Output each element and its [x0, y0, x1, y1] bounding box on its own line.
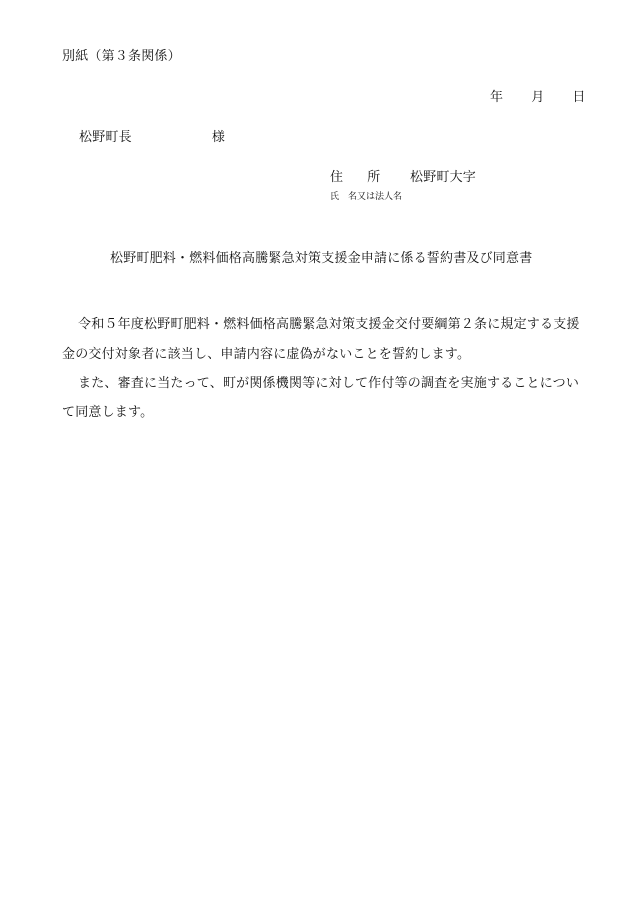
- paragraph2-line1: また、審査に当たって、町が関係機関等に対して作付等の調査を実施することについ: [78, 376, 580, 391]
- addressee-honorific: 様: [211, 130, 226, 145]
- paragraph1-line1: 令和５年度松野町肥料・燃料価格高騰緊急対策支援金交付要綱第２条に規定する支援: [78, 317, 580, 332]
- paragraph2-line2: て同意します。: [62, 405, 154, 420]
- date-month: 月: [531, 90, 545, 105]
- date-day: 日: [572, 90, 586, 105]
- address-label-1: 住: [330, 170, 344, 185]
- addressee-name: 松野町長: [79, 130, 132, 145]
- document-title: 松野町肥料・燃料価格高騰緊急対策支援金申請に係る誓約書及び同意書: [110, 251, 533, 266]
- date-line: [490, 90, 586, 106]
- name-label: 氏 名又は法人名: [330, 192, 403, 202]
- annex-label: 別紙（第３条関係）: [62, 49, 181, 64]
- address-label: [330, 170, 380, 186]
- date-year: 年: [490, 90, 504, 105]
- addressee-line: [79, 130, 225, 146]
- address-label-2: 所: [367, 170, 381, 185]
- address-value: 松野町大字: [410, 170, 477, 185]
- paragraph1-line2: 金の交付対象者に該当し、申請内容に虚偽がないことを誓約します。: [62, 347, 471, 362]
